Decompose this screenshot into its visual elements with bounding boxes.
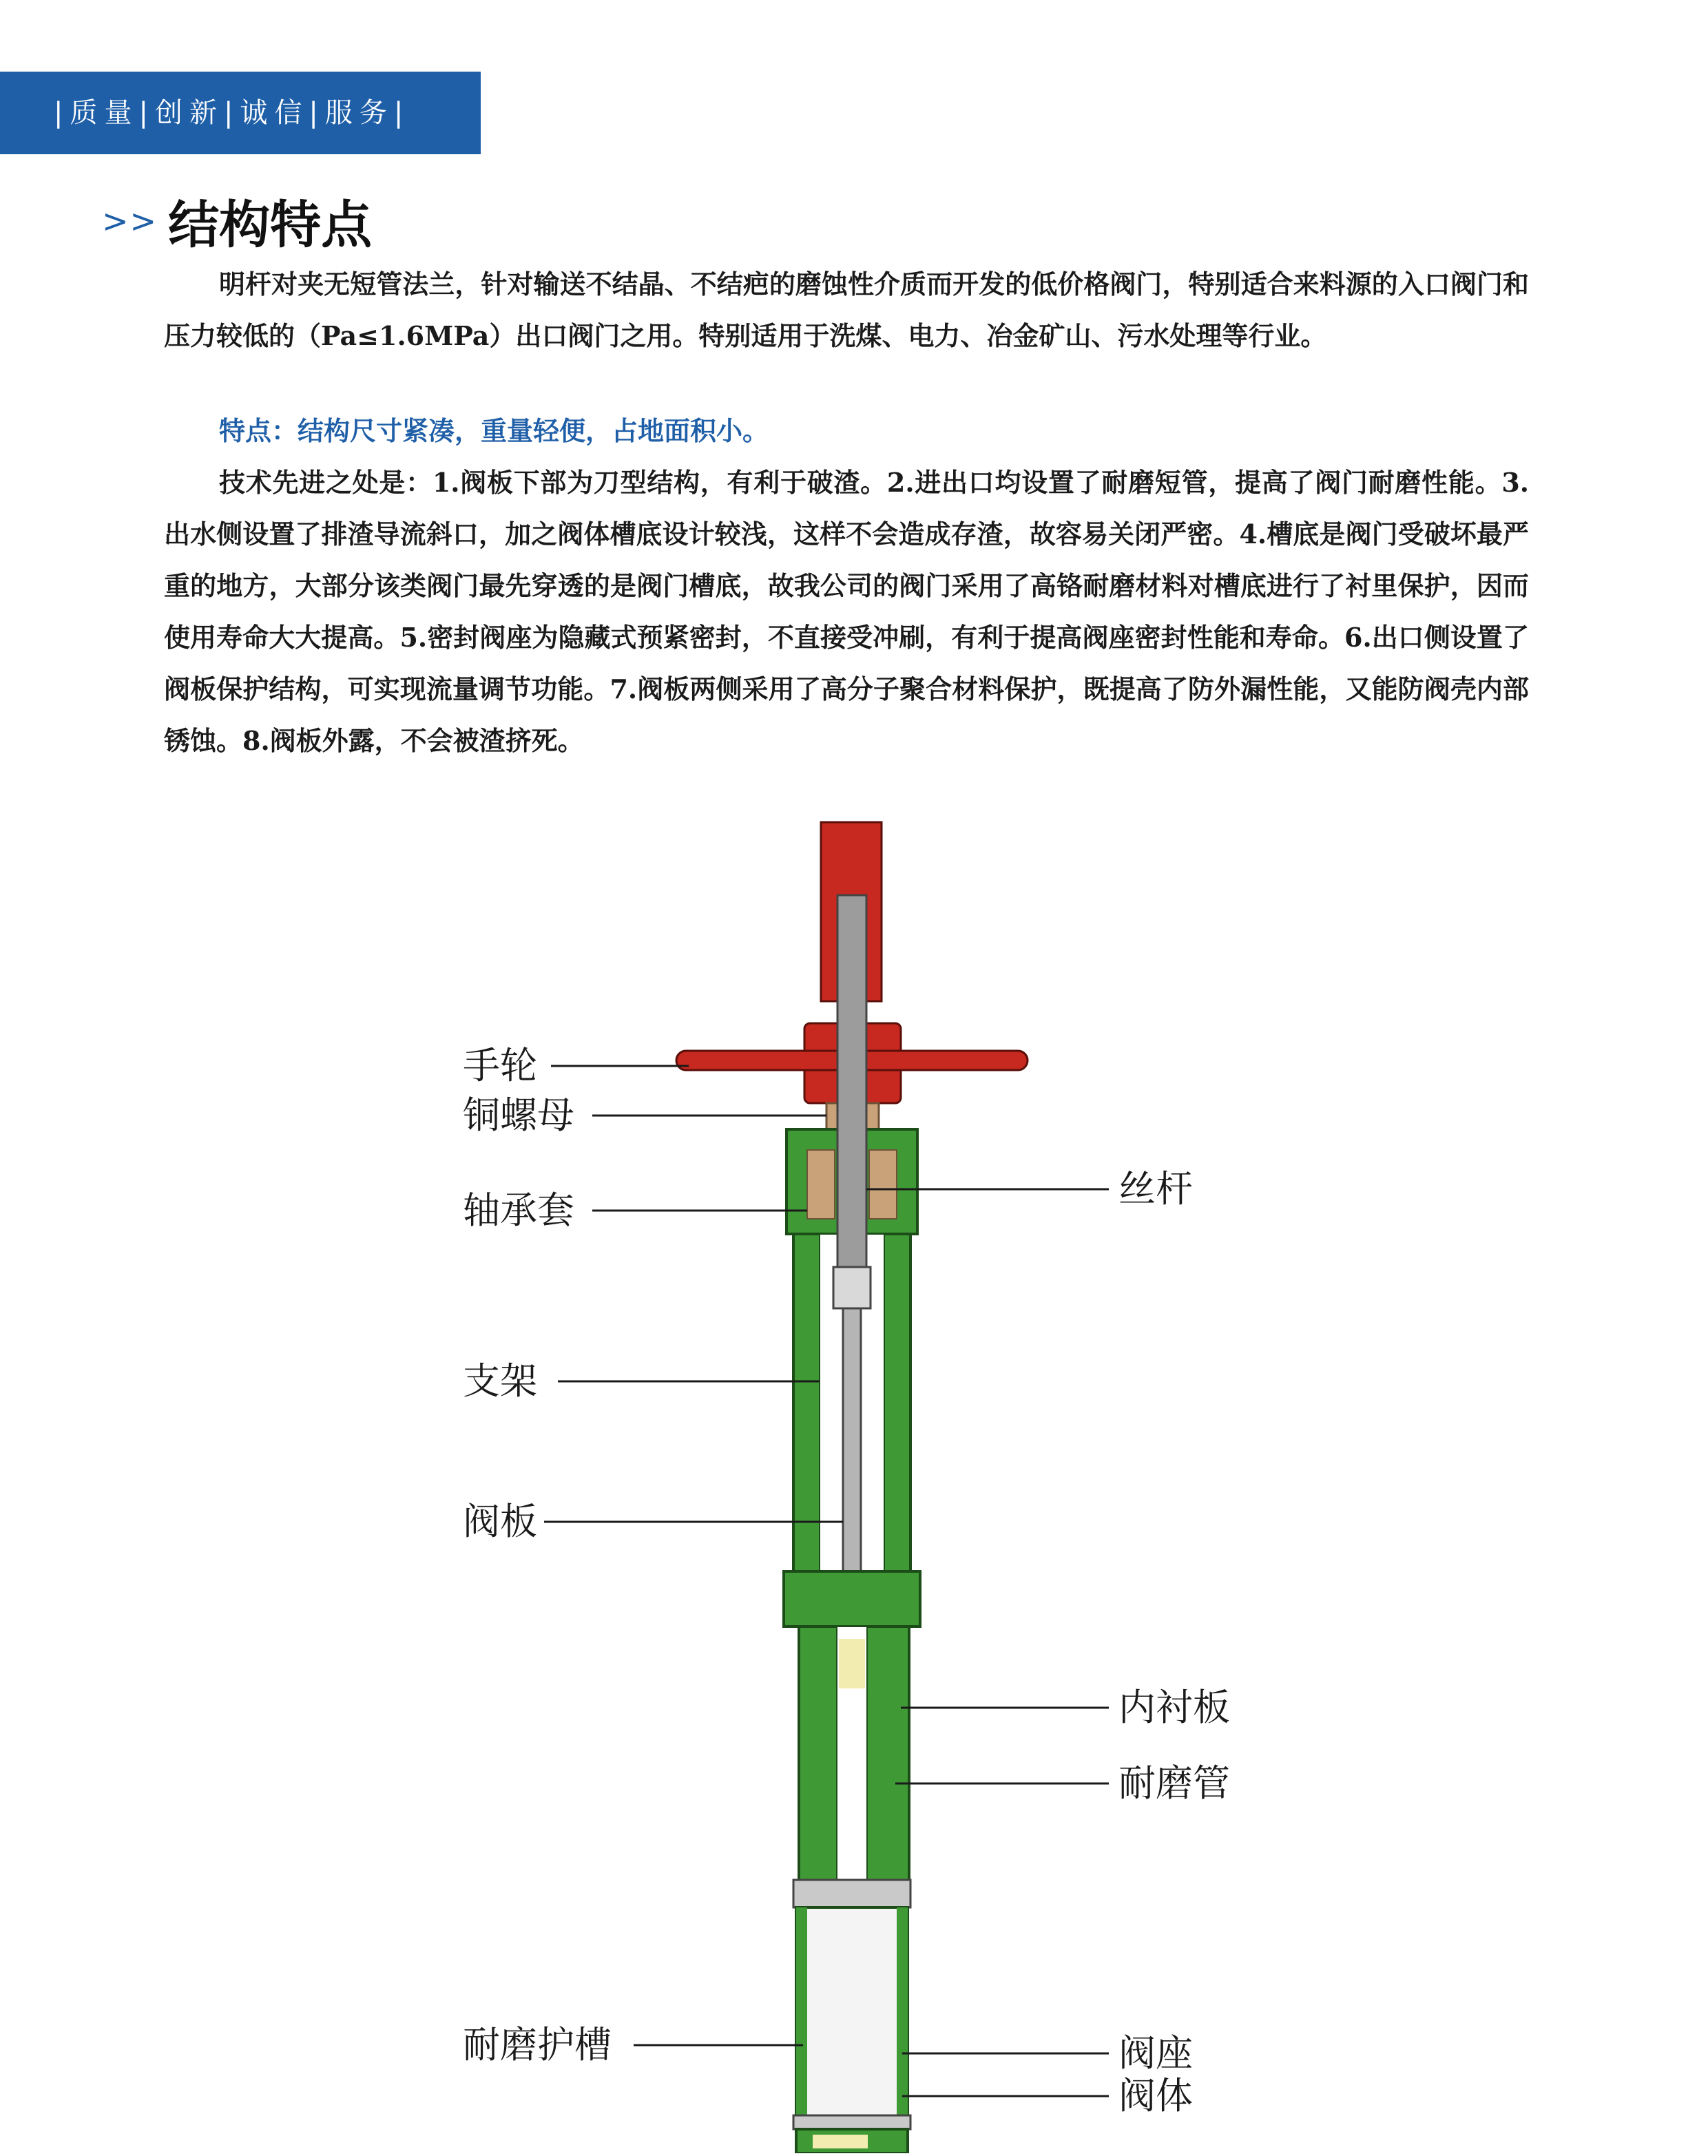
label-bearing-sleeve: 轴承套: [463, 1189, 574, 1232]
stem-icon: [837, 895, 866, 1267]
label-copper-nut: 铜螺母: [463, 1093, 574, 1137]
advantages-paragraph: 技术先进之处是：1.阀板下部为刀型结构，有利于破渣。2.进出口均设置了耐磨短管，提高了阀门耐磨性能。3.出水侧设置了排渣导流斜口，加之阀体槽底设计较浅，这样不会造成存渣，故容易关闭严密。4.槽底是阀门受破坏最严重的地方，大部分该类阀门最先穿透的是阀门槽底，故我公司的阀门采用了高铬耐磨材料对槽底进行了衬里保护，因而使用寿命大大提高。5.密封阀座为隐藏式预紧密封，不直接受冲刷，有利于提高阀座密封性能和寿命。6.出口侧设置了阀板保护结构，可实现流量调节功能。7.阀板两侧采用了高分子聚合材料保护，既提高了防外漏性能，又能防阀壳内部锈蚀。8.阀板外露，不会被渣挤死。: [164, 467, 1529, 756]
section-title: 结构特点: [168, 196, 373, 255]
label-wear-groove: 耐磨护槽: [463, 2023, 612, 2066]
label-valve-body: 阀体: [1118, 2074, 1193, 2117]
valve-diagram: [0, 806, 1708, 2153]
valve-seat-icon: [793, 2115, 910, 2129]
label-stem: 丝杆: [1118, 1167, 1193, 1211]
label-wear-pipe: 耐磨管: [1118, 1761, 1230, 1805]
banner-text: |质量|创新|诚信|服务|: [54, 97, 410, 129]
section-header: [102, 185, 372, 260]
valve-illustration: [0, 806, 1708, 2153]
label-liner-plate: 内衬板: [1118, 1686, 1230, 1729]
header-banner: [0, 72, 481, 154]
valve-body-passage-icon: [796, 1907, 908, 2122]
label-valve-plate: 阀板: [463, 1500, 537, 1543]
bonnet-icon: [784, 1571, 920, 1626]
wear-pipe-icon: [793, 1880, 910, 1907]
label-handwheel: 手轮: [463, 1044, 537, 1087]
label-valve-seat: 阀座: [1118, 2031, 1193, 2075]
section-marker-icon: >>: [102, 202, 158, 240]
intro-paragraph: 明杆对夹无短管法兰，针对输送不结晶、不结疤的磨蚀性介质而开发的低价格阀门，特别适合来料源的入口阀门和压力较低的（Pa≤1.6MPa）出口阀门之用。特别适用于洗煤、电力、冶金矿山、污水处理等行业。: [164, 269, 1529, 351]
label-support: 支架: [463, 1359, 537, 1403]
features-paragraph: 特点：结构尺寸紧凑，重量轻便，占地面积小。: [219, 415, 769, 446]
